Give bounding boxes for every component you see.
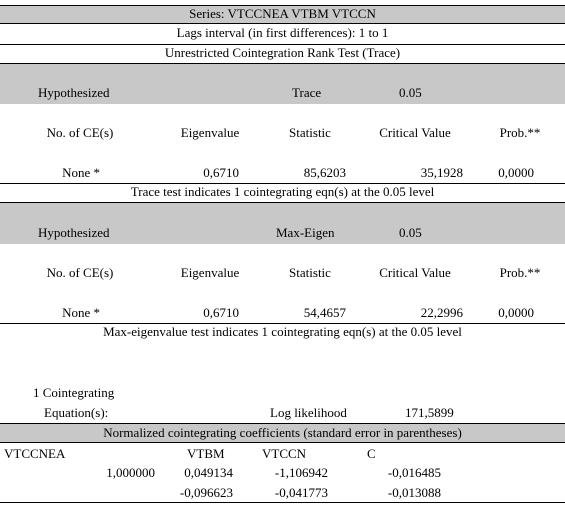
se-vtbm: -0,096623 (179, 485, 233, 500)
coef-vtccnea: 1,000000 (106, 465, 155, 480)
loglik-label: Log likelihood (270, 405, 347, 420)
trace-ce-value: None * (62, 165, 100, 180)
lags-label: Lags interval (in first differences): 1 to 1 (176, 25, 389, 40)
trace-col-eigen: Eigenvalue (180, 125, 240, 140)
equation-line2: Equation(s): (44, 405, 109, 420)
maxeig-col-ce: No. of CE(s) (46, 265, 114, 280)
norm-col-vtccnea: VTCCNEA (4, 446, 66, 461)
maxeig-note-row (0, 324, 565, 342)
norm-col-vtbm: VTBM (187, 446, 225, 461)
trace-data-row (0, 164, 565, 183)
trace-note: Trace test indicates 1 cointegrating eqn(s) at the 0.05 level (130, 184, 435, 199)
loglik-value: 171,5899 (405, 405, 454, 420)
norm-col-c: C (367, 446, 376, 461)
se-vtccn: -0,041773 (274, 485, 328, 500)
trace-columns-row (0, 104, 565, 164)
maxeig-col-prob: Prob.** (499, 265, 541, 280)
trace-title-row (0, 45, 565, 63)
trace-prob-value: 0,0000 (498, 165, 534, 180)
maxeig-hypothesized: Hypothesized (38, 225, 110, 240)
trace-col-prob: Prob.** (499, 125, 541, 140)
trace-eigen-value: 0,6710 (203, 165, 239, 180)
maxeig-level: 0.05 (399, 225, 422, 240)
trace-crit-value: 35,1928 (420, 165, 463, 180)
series-row (0, 5, 565, 24)
trace-col-crit: Critical Value (379, 125, 451, 140)
coef-vtccn: -1,106942 (274, 465, 328, 480)
coef-c: -0,016485 (387, 465, 441, 480)
series-label: Series: VTCCNEA VTBM VTCCN (189, 6, 376, 21)
trace-stat-name: Trace (292, 85, 322, 100)
maxeig-col-stat: Statistic (289, 265, 331, 280)
equation-line1: 1 Cointegrating (33, 385, 115, 400)
maxeig-header-band (0, 203, 565, 244)
coef-vtbm: 0,049134 (184, 465, 233, 480)
trace-level: 0.05 (399, 85, 422, 100)
norm-col-vtccn: VTCCN (262, 446, 307, 461)
maxeig-eigen-value: 0,6710 (203, 305, 239, 320)
maxeig-note: Max-eigenvalue test indicates 1 cointegrating eqn(s) at the 0.05 level (103, 324, 462, 339)
trace-col-stat: Statistic (289, 125, 331, 140)
normalized-title-band (0, 424, 565, 442)
lags-row (0, 24, 565, 44)
maxeig-col-eigen: Eigenvalue (180, 265, 240, 280)
maxeig-columns-row (0, 244, 565, 304)
se-c: -0,013088 (387, 485, 441, 500)
trace-stat-value: 85,6203 (303, 165, 346, 180)
normalized-title: Normalized cointegrating coefficients (standard error in parentheses) (103, 425, 462, 440)
trace-col-ce: No. of CE(s) (46, 125, 114, 140)
maxeig-crit-value: 22,2996 (420, 305, 463, 320)
maxeig-ce-value: None * (62, 305, 100, 320)
trace-note-row (0, 184, 565, 202)
trace-header-band (0, 64, 565, 104)
trace-hypothesized: Hypothesized (38, 85, 110, 100)
maxeig-col-crit: Critical Value (379, 265, 451, 280)
maxeig-stat-value: 54,4657 (303, 305, 346, 320)
maxeig-data-row (0, 304, 565, 323)
trace-title: Unrestricted Cointegration Rank Test (Trace) (164, 45, 401, 60)
maxeig-prob-value: 0,0000 (498, 305, 534, 320)
maxeig-stat-name: Max-Eigen (276, 225, 335, 240)
